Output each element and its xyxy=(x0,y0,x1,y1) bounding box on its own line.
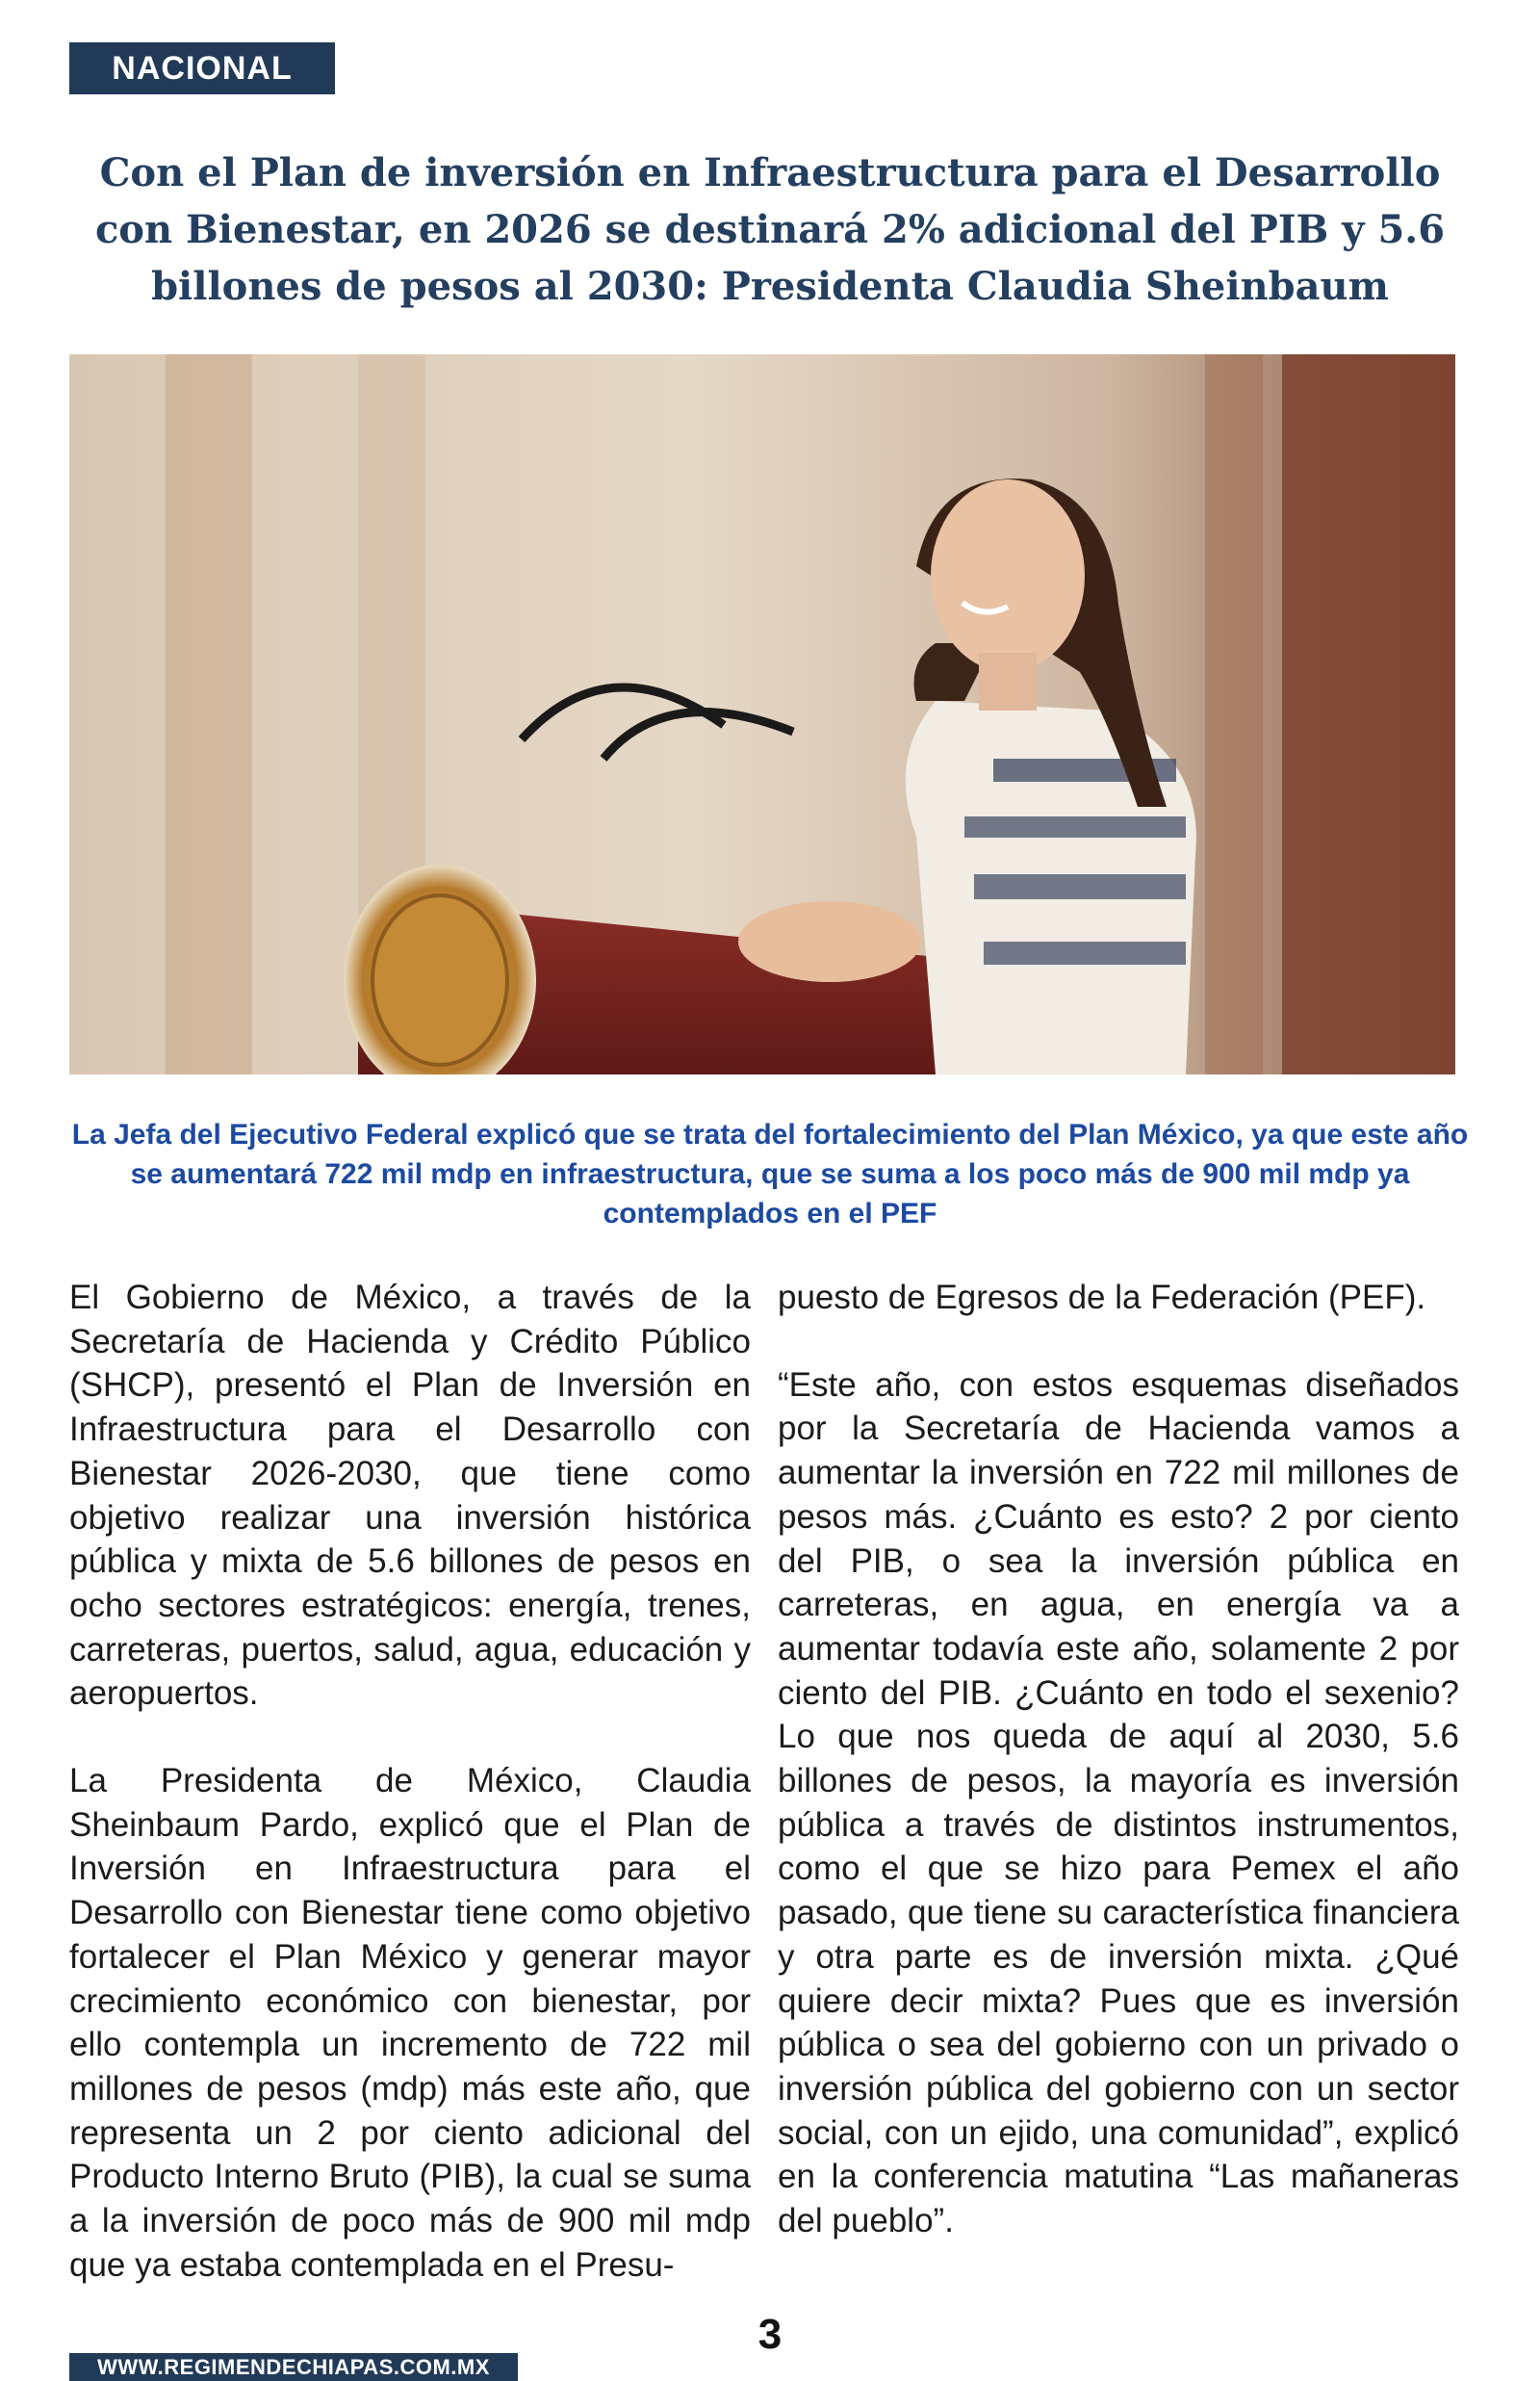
paragraph: La Presidenta de México, Claudia Sheinbaum Pardo, explicó que el Plan de Inversión en Infraestructura para el Desarrollo con Bienestar tiene como objetivo fortalecer el Plan México y generar mayor crecimiento económico con bienestar, por ello contempla un incremento de 722 mil millones de pesos (mdp) más este año, que representa un 2 por ciento adicional del Producto Interno Bruto (PIB), la cual se suma a la inversión de poco más de 900 mil mdp que ya estaba contemplada en el Presu- xyxy=(69,1762,751,2284)
article-column-right xyxy=(778,1276,1459,2243)
page-number: 3 xyxy=(757,2311,783,2358)
headline: Con el Plan de inversión en Infraestructura para el Desarrollo con Bienestar, en 2026 se destinará 2% adicional del PIB y 5.6 billones de pesos al 2030: Presidenta Claudia Sheinbaum xyxy=(94,150,1446,309)
paragraph: El Gobierno de México, a través de la Secretaría de Hacienda y Crédito Público (SHCP), presentó el Plan de Inversión en Infraestructura para el Desarrollo con Bienestar 2026-2030, que tiene como objetivo realizar una inversión histórica pública y mixta de 5.6 billones de pesos en ocho sectores estratégicos: energía, trenes, carreteras, puertos, salud, agua, educación y aeropuertos. xyxy=(69,1279,751,1713)
paragraph: “Este año, con estos esquemas diseñados por la Secretaría de Hacienda vamos a aumentar la inversión en 722 mil millones de pesos más. ¿Cuánto es esto? 2 por ciento del PIB, o sea la inversión pública en carreteras, en agua, en energía va a aumentar todavía este año, solamente 2 por ciento del PIB. ¿Cuánto en todo el sexenio? Lo que nos queda de aquí al 2030, 5.6 billones de pesos, la mayoría es inversión pública a través de distintos instrumentos, como el que se hizo para Pemex el año pasado, que tiene su característica financiera y otra parte es de inversión mixta. ¿Qué quiere decir mixta? Pues que es inversión pública o sea del gobierno con un privado o inversión pública del gobierno con un sector social, con un ejido, una comunidad”, explicó en la conferencia matutina “Las mañaneras del pueblo”. xyxy=(778,1365,1459,2240)
article-column-left xyxy=(69,1276,751,2287)
section-tag: NACIONAL xyxy=(69,42,335,94)
paragraph: puesto de Egresos de la Federación (PEF). xyxy=(778,1279,1426,1316)
photo-caption: La Jefa del Ejecutivo Federal explicó que se trata del fortalecimiento del Plan México, ya que este año se aumentará 722 mil mdp en infraestructura, que se suma a los poco más de 900 mil mdp ya contemplados en el PEF xyxy=(71,1119,1469,1229)
article-photo xyxy=(69,354,1455,1074)
site-url-link[interactable]: WWW.REGIMENDECHIAPAS.COM.MX xyxy=(69,2353,518,2381)
